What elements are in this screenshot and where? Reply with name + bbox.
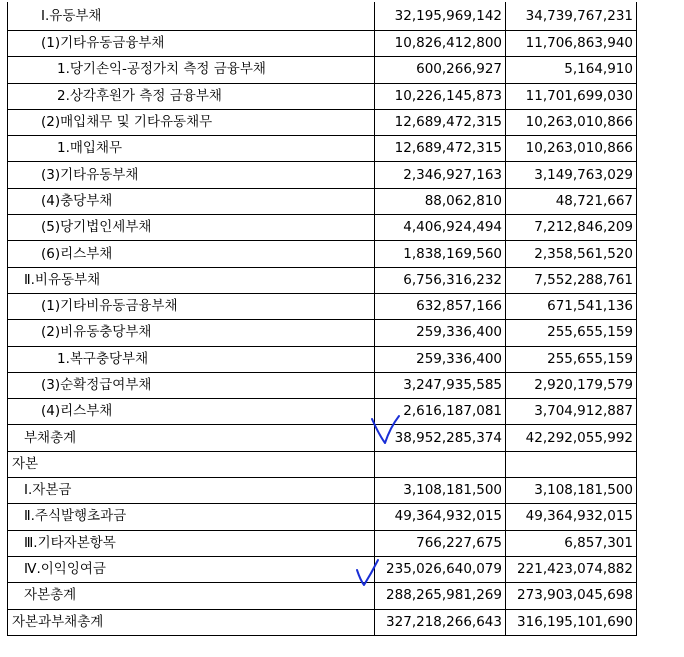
current-period-amount: 235,026,640,079 bbox=[375, 556, 506, 582]
table-row bbox=[8, 2, 637, 31]
table-row bbox=[8, 215, 637, 241]
table-row bbox=[8, 425, 637, 451]
prior-period-amount: 10,263,010,866 bbox=[506, 136, 637, 162]
row-label: Ⅲ.기타자본항목 bbox=[8, 530, 375, 556]
prior-period-amount: 3,149,763,029 bbox=[506, 162, 637, 188]
row-label: (5)당기법인세부채 bbox=[8, 215, 375, 241]
row-label: (2)비유동충당부채 bbox=[8, 320, 375, 346]
table-row bbox=[8, 83, 637, 109]
current-period-amount bbox=[375, 451, 506, 477]
table-row bbox=[8, 293, 637, 319]
prior-period-amount: 316,195,101,690 bbox=[506, 609, 637, 635]
prior-period-amount: 7,552,288,761 bbox=[506, 267, 637, 293]
row-label: 1.복구충당부채 bbox=[8, 346, 375, 372]
current-period-amount: 3,247,935,585 bbox=[375, 372, 506, 398]
row-label: (2)매입채무 및 기타유동채무 bbox=[8, 109, 375, 135]
row-label: Ⅰ.자본금 bbox=[8, 478, 375, 504]
prior-period-amount: 42,292,055,992 bbox=[506, 425, 637, 451]
current-period-amount: 12,689,472,315 bbox=[375, 109, 506, 135]
table-row bbox=[8, 478, 637, 504]
row-label: (4)충당부채 bbox=[8, 188, 375, 214]
table-row bbox=[8, 109, 637, 135]
current-period-amount: 2,346,927,163 bbox=[375, 162, 506, 188]
current-period-amount: 288,265,981,269 bbox=[375, 583, 506, 609]
current-period-amount: 327,218,266,643 bbox=[375, 609, 506, 635]
current-period-amount: 10,826,412,800 bbox=[375, 31, 506, 57]
prior-period-amount: 2,920,179,579 bbox=[506, 372, 637, 398]
prior-period-amount: 3,108,181,500 bbox=[506, 478, 637, 504]
row-label: (1)기타비유동금융부채 bbox=[8, 293, 375, 319]
current-period-amount: 600,266,927 bbox=[375, 57, 506, 83]
prior-period-amount: 34,739,767,231 bbox=[506, 2, 637, 31]
prior-period-amount: 6,857,301 bbox=[506, 530, 637, 556]
prior-period-amount: 2,358,561,520 bbox=[506, 241, 637, 267]
row-label: (1)기타유동금융부채 bbox=[8, 31, 375, 57]
row-label: 자본 bbox=[8, 451, 375, 477]
prior-period-amount: 255,655,159 bbox=[506, 320, 637, 346]
current-period-amount: 259,336,400 bbox=[375, 346, 506, 372]
current-period-amount: 766,227,675 bbox=[375, 530, 506, 556]
table-row bbox=[8, 57, 637, 83]
prior-period-amount: 49,364,932,015 bbox=[506, 504, 637, 530]
table-row bbox=[8, 609, 637, 635]
table-row bbox=[8, 241, 637, 267]
prior-period-amount bbox=[506, 451, 637, 477]
row-label: (4)리스부채 bbox=[8, 399, 375, 425]
row-label: Ⅱ.주식발행초과금 bbox=[8, 504, 375, 530]
row-label: 자본총계 bbox=[8, 583, 375, 609]
current-period-amount: 2,616,187,081 bbox=[375, 399, 506, 425]
table-row bbox=[8, 31, 637, 57]
row-label: 부채총계 bbox=[8, 425, 375, 451]
table-row bbox=[8, 320, 637, 346]
row-label: Ⅳ.이익잉여금 bbox=[8, 556, 375, 582]
prior-period-amount: 10,263,010,866 bbox=[506, 109, 637, 135]
prior-period-amount: 7,212,846,209 bbox=[506, 215, 637, 241]
row-label: Ⅰ.유동부채 bbox=[8, 2, 375, 31]
current-period-amount: 259,336,400 bbox=[375, 320, 506, 346]
table-row bbox=[8, 162, 637, 188]
current-period-amount: 88,062,810 bbox=[375, 188, 506, 214]
row-label: 2.상각후원가 측정 금융부채 bbox=[8, 83, 375, 109]
table-row bbox=[8, 451, 637, 477]
current-period-amount: 4,406,924,494 bbox=[375, 215, 506, 241]
row-label: (6)리스부채 bbox=[8, 241, 375, 267]
prior-period-amount: 48,721,667 bbox=[506, 188, 637, 214]
row-label: (3)순확정급여부채 bbox=[8, 372, 375, 398]
prior-period-amount: 221,423,074,882 bbox=[506, 556, 637, 582]
table-row bbox=[8, 372, 637, 398]
current-period-amount: 3,108,181,500 bbox=[375, 478, 506, 504]
table-row bbox=[8, 399, 637, 425]
current-period-amount: 32,195,969,142 bbox=[375, 2, 506, 31]
balance-sheet-body bbox=[8, 2, 637, 635]
prior-period-amount: 671,541,136 bbox=[506, 293, 637, 319]
table-row bbox=[8, 267, 637, 293]
prior-period-amount: 255,655,159 bbox=[506, 346, 637, 372]
row-label: 1.당기손익-공정가치 측정 금융부채 bbox=[8, 57, 375, 83]
current-period-amount: 1,838,169,560 bbox=[375, 241, 506, 267]
current-period-amount: 632,857,166 bbox=[375, 293, 506, 319]
table-row bbox=[8, 346, 637, 372]
table-row bbox=[8, 583, 637, 609]
table-row bbox=[8, 504, 637, 530]
current-period-amount: 12,689,472,315 bbox=[375, 136, 506, 162]
prior-period-amount: 11,701,699,030 bbox=[506, 83, 637, 109]
row-label: 1.매입채무 bbox=[8, 136, 375, 162]
current-period-amount: 6,756,316,232 bbox=[375, 267, 506, 293]
table-row bbox=[8, 136, 637, 162]
prior-period-amount: 5,164,910 bbox=[506, 57, 637, 83]
balance-sheet-table bbox=[7, 2, 637, 636]
current-period-amount: 10,226,145,873 bbox=[375, 83, 506, 109]
row-label: (3)기타유동부채 bbox=[8, 162, 375, 188]
current-period-amount: 38,952,285,374 bbox=[375, 425, 506, 451]
row-label: 자본과부채총계 bbox=[8, 609, 375, 635]
prior-period-amount: 3,704,912,887 bbox=[506, 399, 637, 425]
table-row bbox=[8, 188, 637, 214]
table-row bbox=[8, 530, 637, 556]
prior-period-amount: 11,706,863,940 bbox=[506, 31, 637, 57]
row-label: Ⅱ.비유동부채 bbox=[8, 267, 375, 293]
table-row bbox=[8, 556, 637, 582]
prior-period-amount: 273,903,045,698 bbox=[506, 583, 637, 609]
current-period-amount: 49,364,932,015 bbox=[375, 504, 506, 530]
